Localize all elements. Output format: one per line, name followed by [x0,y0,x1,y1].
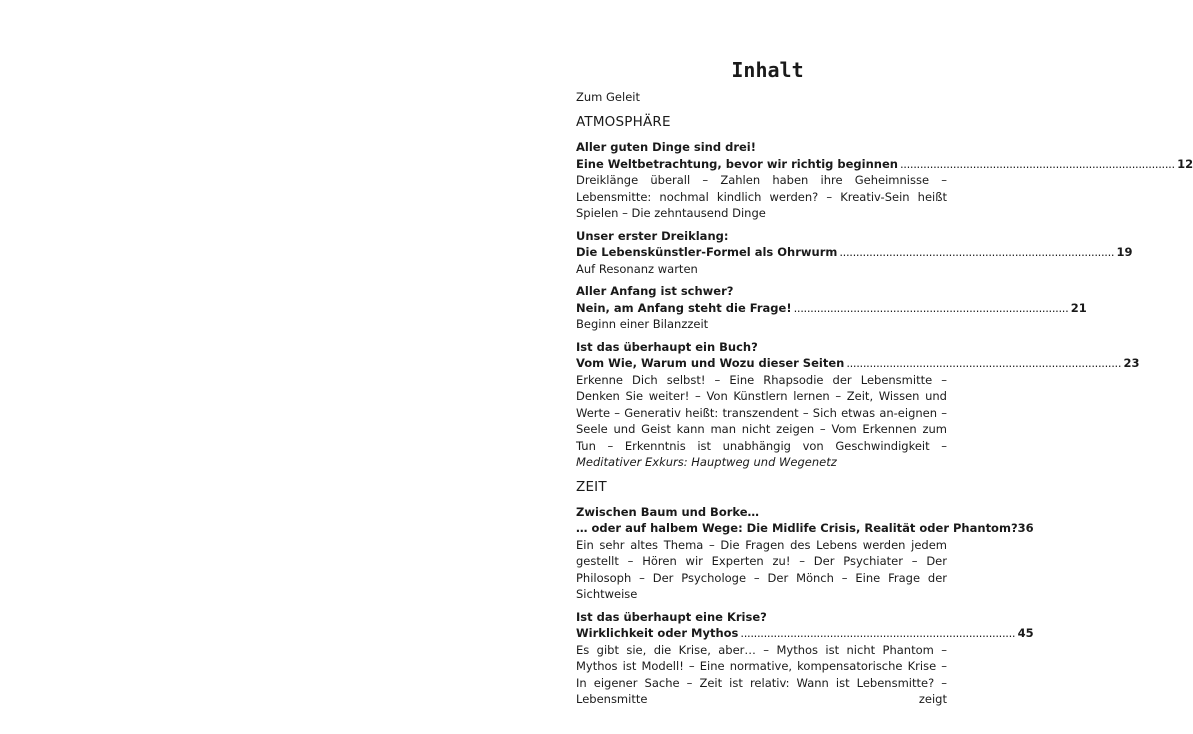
right-page [510,0,1193,734]
entry-description: Es gibt sie, die Krise, aber… – Mythos ist nicht Phantom – Mythos ist Modell! – Eine normative, kompensatorische Krise – In eigener Sache – Zeit ist relativ: Wann ist Lebensmitte? – Lebensmitte zeigt [576,642,947,706]
entry-page-number: 45 [1017,626,1034,640]
entry-subtitle-row [576,156,1193,173]
leader-dots [900,156,1173,173]
toc-entry [576,283,1087,333]
toc-entry [576,228,1133,278]
entry-head: Zwischen Baum und Borke… [576,504,760,519]
entry-subtitle-row [576,300,1087,317]
toc-entry [576,609,1034,708]
leader-dots [846,355,1119,372]
entry-subtitle-row [576,625,1034,642]
section-heading-atmosphaere: ATMOSPHÄRE [576,114,671,130]
entry-subtitle: … oder auf halbem Wege: Die Midlife Crisis, Realität oder Phantom? [576,521,1018,535]
entry-page-number: 36 [1017,521,1034,535]
left-page-blank [0,0,510,734]
table-of-contents [576,58,1193,714]
toc-intro: Zum Geleit [576,90,640,104]
entry-page-number: 21 [1070,300,1087,315]
entry-subtitle-row [576,355,1140,372]
leader-dots [839,244,1112,261]
entry-description-italic: Meditativer Exkurs: Hauptweg und Wegenetz [576,455,837,469]
entry-description: Auf Resonanz warten [576,261,698,276]
entry-page-number: 23 [1123,356,1140,370]
entry-subtitle-row [576,520,1034,537]
entry-head: Aller guten Dinge sind drei! [576,140,756,154]
entry-subtitle: Nein, am Anfang steht die Frage! [576,300,792,315]
leader-dots [794,300,1067,317]
leader-dots [740,625,1013,642]
entry-subtitle: Die Lebenskünstler-Formel als Ohrwurm [576,245,838,259]
toc-entry [576,139,1193,222]
entry-page-number: 19 [1116,245,1133,259]
entry-head: Unser erster Dreiklang: [576,228,729,243]
entry-subtitle-row [576,244,1133,261]
entry-head: Aller Anfang ist schwer? [576,284,734,298]
toc-entry [576,339,1140,471]
entry-description: Dreiklänge überall – Zahlen haben ihre Geheimnisse – Lebensmitte: nochmal kindlich werden? – Kreativ-Sein heißt Spielen – Die zehntausend Dinge [576,173,947,220]
entry-page-number: 12 [1177,156,1193,171]
page-title: Inhalt [731,58,804,82]
entry-description [576,372,947,471]
entry-description: Ein sehr altes Thema – Die Fragen des Lebens werden jedem gestellt – Hören wir Experten zu! – Der Psychiater – Der Philosoph – Der Psychologe – Der Mönch – Eine Frage der Sichtweise [576,537,947,601]
entry-subtitle: Wirklichkeit oder Mythos [576,626,739,640]
entry-description-text: Erkenne Dich selbst! – Eine Rhapsodie der Lebensmitte – Denken Sie weiter! – Von Künstlern lernen – Zeit, Wissen und Werte – Generativ heißt: transzendent – Sich etwas an-eignen – Seele und Geist kann man nicht zeigen – Vom Erkennen zum Tun – Erkenntnis ist unabhängig von Geschwindigkeit – [576,372,947,453]
entry-head: Ist das überhaupt ein Buch? [576,339,758,354]
entry-subtitle: Vom Wie, Warum und Wozu dieser Seiten [576,356,845,370]
entry-description: Beginn einer Bilanzzeit [576,317,709,331]
toc-entry [576,504,1034,603]
section-heading-zeit: ZEIT [576,478,607,495]
entry-head: Ist das überhaupt eine Krise? [576,609,767,624]
entry-subtitle: Eine Weltbetrachtung, bevor wir richtig beginnen [576,156,898,171]
